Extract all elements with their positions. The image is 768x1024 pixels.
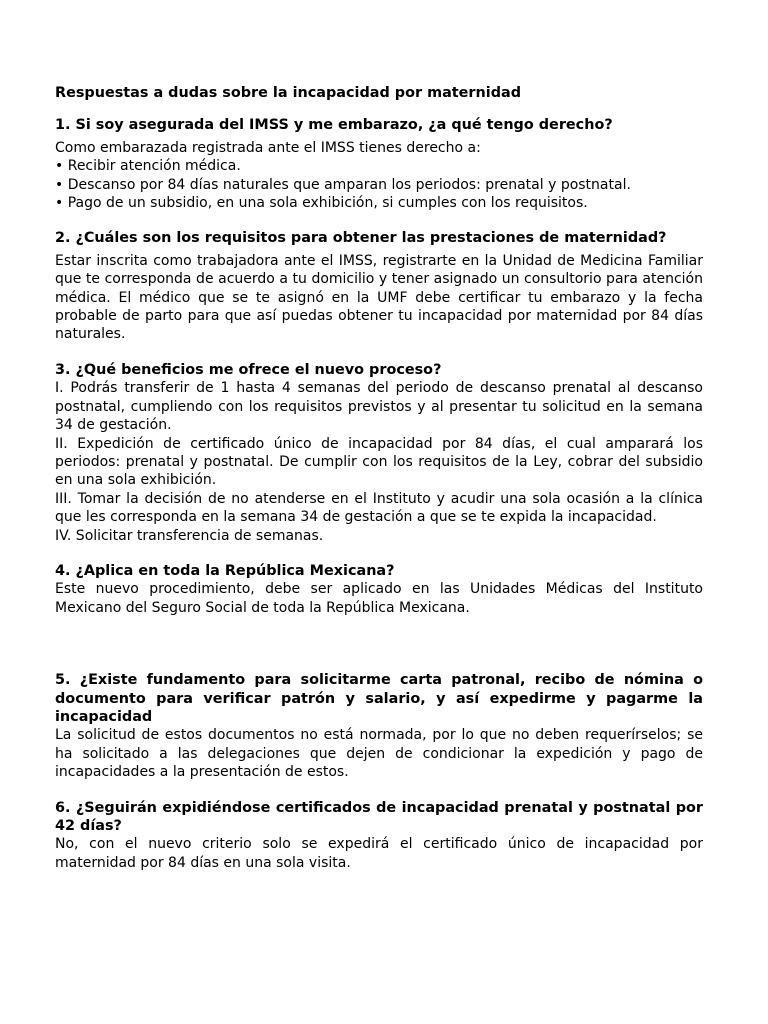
answer-1-intro: Como embarazada registrada ante el IMSS tienes derecho a: [55,139,481,156]
list-item: • Pago de un subsidio, en una sola exhibición, si cumples con los requisitos. [55,194,703,212]
answer-3-item-3: III. Tomar la decisión de no atenderse en el Instituto y acudir una sola ocasión a la clínica que les corresponda en la semana 34 de gestación a que se te expida la incapacidad. [55,490,703,526]
answer-5: La solicitud de estos documentos no está normada, por lo que no deben requerírselos; se ha solicitado a las delegaciones que dejen de condicionar la expedición y pago de incapacidades a la presentación de estos. [55,727,703,781]
question-1: 1. Si soy asegurada del IMSS y me embarazo, ¿a qué tengo derecho? [55,117,613,134]
question-4: 4. ¿Aplica en toda la República Mexicana? [55,562,395,579]
list-item: • Descanso por 84 días naturales que amparan los periodos: prenatal y postnatal. [55,176,703,194]
document-page [55,84,703,872]
question-2: 2. ¿Cuáles son los requisitos para obtener las prestaciones de maternidad? [55,230,667,247]
question-6: 6. ¿Seguirán expidiéndose certificados de incapacidad prenatal y postnatal por 42 días? [55,799,703,834]
answer-1-list [55,157,703,212]
answer-6: No, con el nuevo criterio solo se expedirá el certificado único de incapacidad por maternidad por 84 días en una sola visita. [55,836,703,871]
answer-3-item-4: IV. Solicitar transferencia de semanas. [55,527,324,544]
question-3: 3. ¿Qué beneficios me ofrece el nuevo proceso? [55,361,442,378]
answer-3-item-2: II. Expedición de certificado único de incapacidad por 84 días, el cual amparará los periodos: prenatal y postnatal. De cumplir con los requisitos de la Ley, cobrar del subsidio en una sola exhibición. [55,435,703,489]
answer-4: Este nuevo procedimiento, debe ser aplicado en las Unidades Médicas del Instituto Mexicano del Seguro Social de toda la República Mexicana. [55,581,703,616]
answer-2: Estar inscrita como trabajadora ante el IMSS, registrarte en la Unidad de Medicina Familiar que te corresponda de acuerdo a tu domicilio y tener asignado un consultorio para atención médica. El médico que se te asignó en la UMF debe certificar tu embarazo y la fecha probable de parto para que así puedas obtener tu incapacidad por maternidad por 84 días naturales. [55,252,703,343]
answer-3-item-1: I. Podrás transferir de 1 hasta 4 semanas del periodo de descanso prenatal al descanso postnatal, cumpliendo con los requisitos previstos y al presentar tu solicitud en la semana 34 de gestación. [55,380,703,434]
list-item: • Recibir atención médica. [55,157,703,175]
question-5: 5. ¿Existe fundamento para solicitarme carta patronal, recibo de nómina o documento para verificar patrón y salario, y así expedirme y pagarme la incapacidad [55,672,703,725]
document-title: Respuestas a dudas sobre la incapacidad por maternidad [55,85,522,101]
